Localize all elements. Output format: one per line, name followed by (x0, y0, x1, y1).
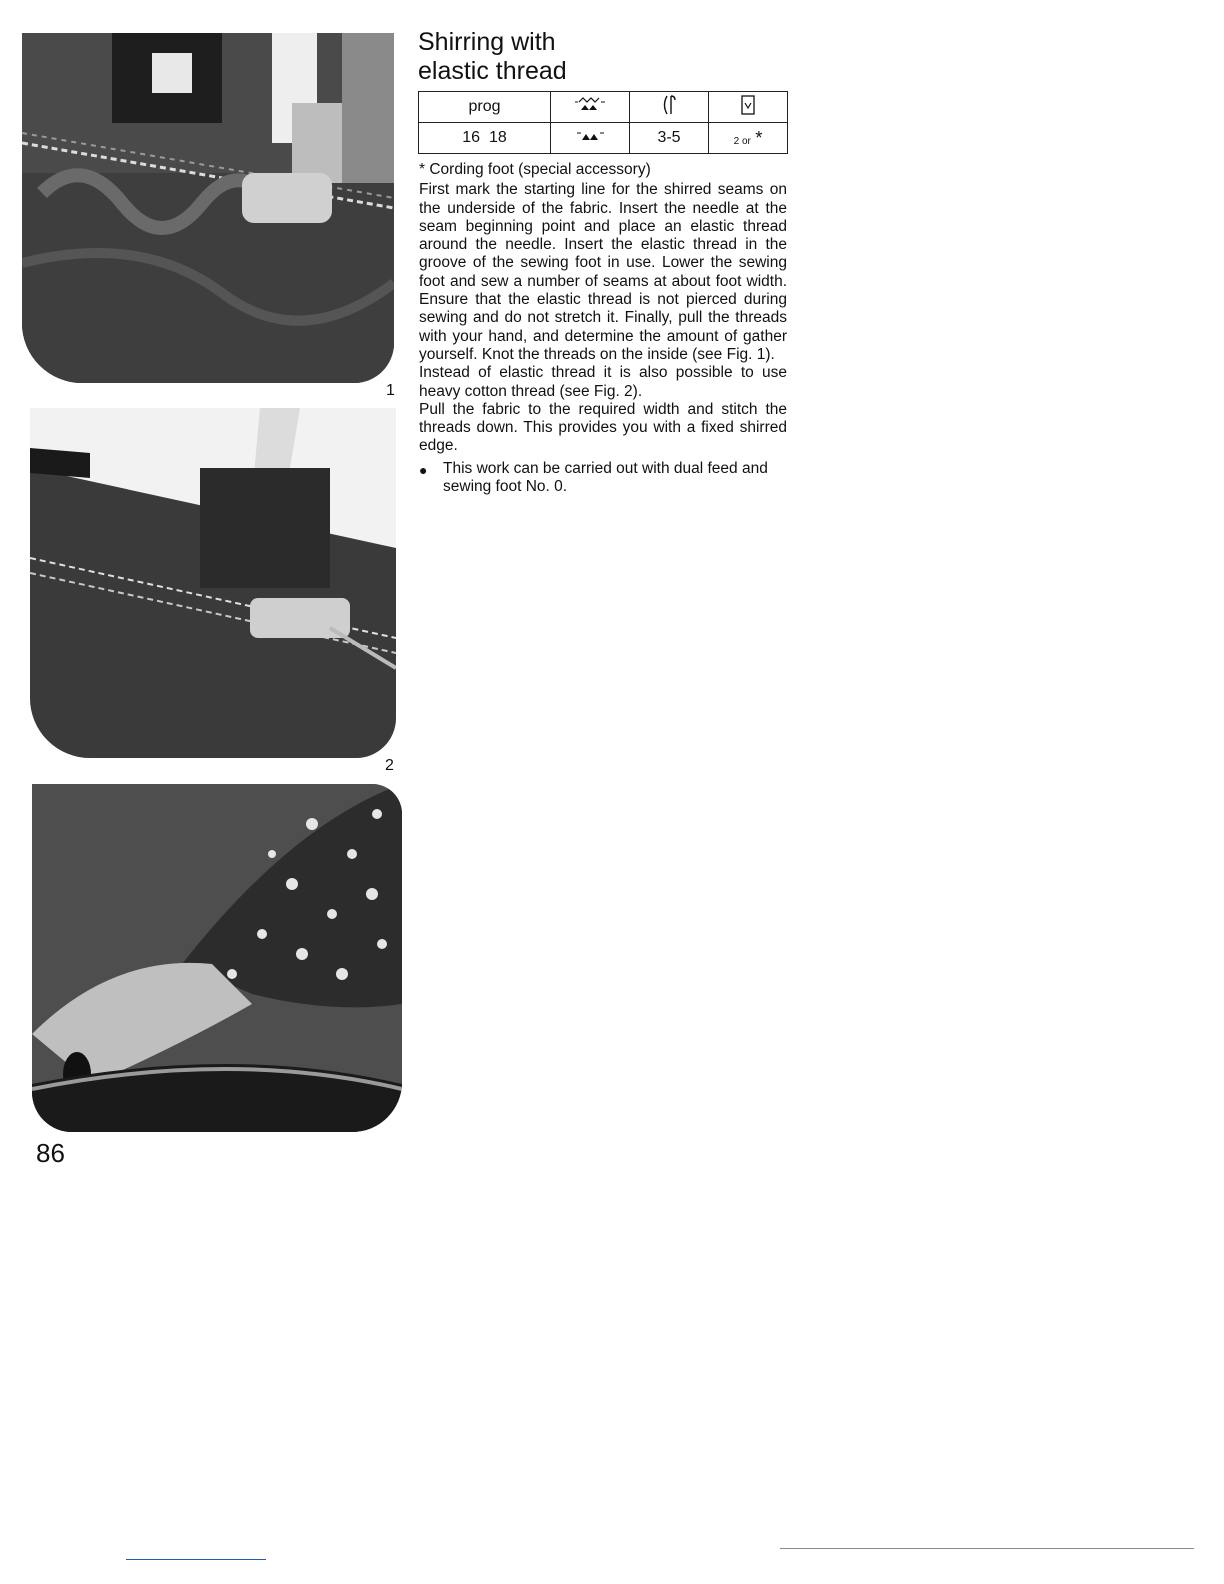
sewing-foot-icon (709, 92, 788, 123)
foot-value (709, 123, 788, 154)
bullet-icon: ● (419, 461, 428, 478)
instructions-text (419, 161, 787, 496)
page-number: 86 (36, 1138, 65, 1168)
prog-value: 16 18 (419, 123, 551, 154)
foot-value-text: 2 or (733, 135, 751, 147)
settings-header-row (419, 92, 788, 123)
title-line-1: Shirring with (418, 28, 556, 56)
stitch-pattern-icon (551, 123, 630, 154)
figure-2-photo (30, 408, 396, 758)
bottom-left-rule (126, 1559, 266, 1560)
bottom-right-rule (780, 1548, 1194, 1549)
settings-table (418, 91, 788, 154)
settings-value-row (419, 123, 788, 154)
bullet-item (419, 460, 787, 497)
title-line-2: elastic thread (418, 57, 567, 85)
paragraph-1: First mark the starting line for the shirred seams on the underside of the fabric. Insert the needle at the seam beginning point and place an elastic thread around the needle. Insert the elastic thread in the groove of the sewing foot in use. Lower the sewing foot and sew a number of seams at about foot width. Ensure that the elastic thread is not pierced during sewing and do not stretch it. Finally, pull the threads with your hand, and determine the amount of gather yourself. Knot the threads on the inside (see Fig. 1). (419, 181, 787, 363)
stitch-length-icon (630, 92, 709, 123)
paragraph-3: Pull the fabric to the required width and stitch the threads down. This provides you with a fixed shirred edge. (419, 400, 787, 455)
figure-1-photo (22, 33, 394, 383)
prog-header: prog (419, 92, 551, 123)
figure-1-label: 1 (386, 382, 395, 399)
footnote: * Cording foot (special accessory) (419, 161, 651, 178)
page-title (418, 28, 778, 86)
stitch-pattern-icon (551, 92, 630, 123)
length-value: 3-5 (630, 123, 709, 154)
paragraph-2: Instead of elastic thread it is also possible to use heavy cotton thread (see Fig. 2). (419, 364, 787, 400)
foot-value-star: * (755, 127, 763, 148)
figure-2-label: 2 (385, 757, 394, 774)
bullet-text: This work can be carried out with dual feed and sewing foot No. 0. (443, 459, 768, 496)
figure-3-photo (32, 784, 402, 1132)
